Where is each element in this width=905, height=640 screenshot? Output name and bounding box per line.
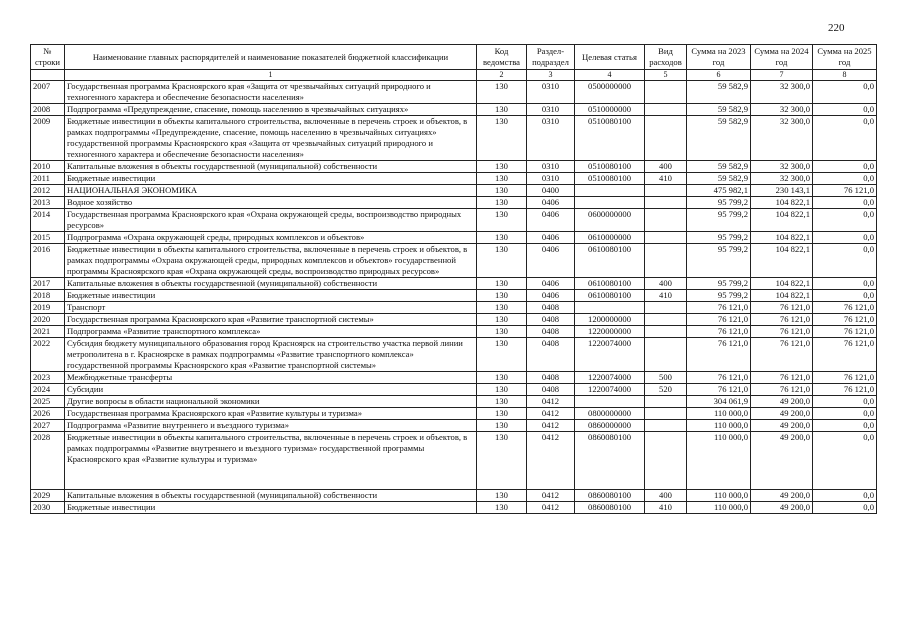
row-target-article: 1220074000 — [575, 384, 645, 396]
row-target-article: 0610000000 — [575, 232, 645, 244]
table-row — [31, 420, 877, 432]
header-expense: Вид расходов — [645, 45, 687, 70]
table-row — [31, 396, 877, 408]
table-row — [31, 161, 877, 173]
table-row — [31, 432, 877, 490]
column-number — [31, 70, 65, 81]
row-sum-2025: 0,0 — [813, 396, 877, 408]
table-row — [31, 290, 877, 302]
row-department-code: 130 — [477, 104, 527, 116]
row-department-code: 130 — [477, 81, 527, 104]
row-sum-2023: 304 061,9 — [687, 396, 751, 408]
row-name: Бюджетные инвестиции — [65, 502, 477, 514]
table-row — [31, 209, 877, 232]
row-target-article: 1220074000 — [575, 338, 645, 372]
column-number: 8 — [813, 70, 877, 81]
row-sum-2025: 0,0 — [813, 116, 877, 161]
row-section: 0408 — [527, 314, 575, 326]
row-expense-type — [645, 244, 687, 278]
row-sum-2023: 110 000,0 — [687, 502, 751, 514]
row-sum-2024: 32 300,0 — [751, 104, 813, 116]
row-sum-2024: 32 300,0 — [751, 81, 813, 104]
row-sum-2025: 0,0 — [813, 420, 877, 432]
row-sum-2024: 49 200,0 — [751, 408, 813, 420]
row-sum-2023: 76 121,0 — [687, 302, 751, 314]
row-number: 2016 — [31, 244, 65, 278]
column-number: 7 — [751, 70, 813, 81]
row-target-article: 0860000000 — [575, 420, 645, 432]
row-department-code: 130 — [477, 244, 527, 278]
header-code: Код ведомства — [477, 45, 527, 70]
row-name: Субсидии — [65, 384, 477, 396]
budget-table — [30, 44, 877, 514]
row-sum-2024: 32 300,0 — [751, 161, 813, 173]
row-department-code: 130 — [477, 278, 527, 290]
row-section: 0412 — [527, 490, 575, 502]
header-sum-2023: Сумма на 2023 год — [687, 45, 751, 70]
row-department-code: 130 — [477, 302, 527, 314]
row-number: 2007 — [31, 81, 65, 104]
row-sum-2024: 49 200,0 — [751, 490, 813, 502]
row-expense-type — [645, 104, 687, 116]
row-name: Бюджетные инвестиции — [65, 290, 477, 302]
row-number: 2011 — [31, 173, 65, 185]
row-sum-2024: 104 822,1 — [751, 290, 813, 302]
row-name: Бюджетные инвестиции — [65, 173, 477, 185]
row-sum-2024: 230 143,1 — [751, 185, 813, 197]
row-sum-2025: 0,0 — [813, 290, 877, 302]
row-name: Бюджетные инвестиции в объекты капитального строительства, включенные в перечень строек и объектов, в рамках подпрограммы «Развитие внутреннего и въездного туризма» государственной программы Красноярского края «Развитие культуры и туризма» — [65, 432, 477, 490]
row-department-code: 130 — [477, 408, 527, 420]
row-sum-2025: 0,0 — [813, 104, 877, 116]
row-number: 2030 — [31, 502, 65, 514]
row-expense-type: 410 — [645, 502, 687, 514]
row-section: 0412 — [527, 502, 575, 514]
row-sum-2024: 32 300,0 — [751, 116, 813, 161]
row-name: Государственная программа Красноярского края «Охрана окружающей среды, воспроизводство природных ресурсов» — [65, 209, 477, 232]
row-section: 0408 — [527, 326, 575, 338]
column-number: 1 — [65, 70, 477, 81]
row-number: 2029 — [31, 490, 65, 502]
row-name: Государственная программа Красноярского края «Защита от чрезвычайных ситуаций природного и техногенного характера и обеспечение безопасности населения» — [65, 81, 477, 104]
row-sum-2023: 59 582,9 — [687, 161, 751, 173]
row-department-code: 130 — [477, 185, 527, 197]
row-department-code: 130 — [477, 490, 527, 502]
row-department-code: 130 — [477, 116, 527, 161]
row-department-code: 130 — [477, 396, 527, 408]
header-section: Раздел-подраздел — [527, 45, 575, 70]
row-target-article: 0510080100 — [575, 173, 645, 185]
row-name: Бюджетные инвестиции в объекты капитального строительства, включенные в перечень строек и объектов, в рамках подпрограммы «Охрана окружающей среды, природных комплексов и объектов» государственной программы Красноярского края «Охрана окружающей среды, воспроизводство природных ресурсов» — [65, 244, 477, 278]
row-sum-2023: 95 799,2 — [687, 278, 751, 290]
table-row — [31, 314, 877, 326]
table-row — [31, 326, 877, 338]
row-sum-2024: 76 121,0 — [751, 314, 813, 326]
row-expense-type: 400 — [645, 161, 687, 173]
row-sum-2025: 0,0 — [813, 81, 877, 104]
row-sum-2023: 59 582,9 — [687, 173, 751, 185]
row-number: 2009 — [31, 116, 65, 161]
row-sum-2024: 76 121,0 — [751, 302, 813, 314]
row-name: Государственная программа Красноярского края «Развитие культуры и туризма» — [65, 408, 477, 420]
row-expense-type — [645, 197, 687, 209]
row-sum-2024: 49 200,0 — [751, 432, 813, 490]
row-expense-type: 520 — [645, 384, 687, 396]
row-expense-type — [645, 232, 687, 244]
row-expense-type — [645, 432, 687, 490]
row-name: Подпрограмма «Охрана окружающей среды, природных комплексов и объектов» — [65, 232, 477, 244]
row-section: 0406 — [527, 209, 575, 232]
row-section: 0408 — [527, 338, 575, 372]
row-number: 2027 — [31, 420, 65, 432]
row-number: 2025 — [31, 396, 65, 408]
row-sum-2024: 104 822,1 — [751, 209, 813, 232]
row-sum-2025: 76 121,0 — [813, 302, 877, 314]
row-sum-2025: 0,0 — [813, 173, 877, 185]
row-target-article — [575, 302, 645, 314]
column-number-row — [31, 70, 877, 81]
row-number: 2022 — [31, 338, 65, 372]
row-expense-type — [645, 326, 687, 338]
row-sum-2025: 0,0 — [813, 490, 877, 502]
row-section: 0310 — [527, 104, 575, 116]
row-sum-2023: 76 121,0 — [687, 338, 751, 372]
row-section: 0408 — [527, 302, 575, 314]
table-row — [31, 384, 877, 396]
row-expense-type: 400 — [645, 490, 687, 502]
row-sum-2024: 76 121,0 — [751, 338, 813, 372]
row-section: 0412 — [527, 420, 575, 432]
row-number: 2017 — [31, 278, 65, 290]
header-sum-2024: Сумма на 2024 год — [751, 45, 813, 70]
row-section: 0310 — [527, 173, 575, 185]
row-name: Транспорт — [65, 302, 477, 314]
row-section: 0406 — [527, 290, 575, 302]
row-department-code: 130 — [477, 432, 527, 490]
row-section: 0406 — [527, 197, 575, 209]
row-number: 2024 — [31, 384, 65, 396]
table-body — [31, 81, 877, 514]
row-sum-2023: 95 799,2 — [687, 244, 751, 278]
row-expense-type: 410 — [645, 173, 687, 185]
row-sum-2024: 49 200,0 — [751, 396, 813, 408]
row-department-code: 130 — [477, 197, 527, 209]
row-number: 2014 — [31, 209, 65, 232]
row-sum-2024: 49 200,0 — [751, 502, 813, 514]
row-expense-type — [645, 209, 687, 232]
row-number: 2010 — [31, 161, 65, 173]
row-section: 0406 — [527, 278, 575, 290]
row-expense-type — [645, 81, 687, 104]
row-sum-2024: 76 121,0 — [751, 384, 813, 396]
row-sum-2023: 110 000,0 — [687, 420, 751, 432]
row-target-article — [575, 185, 645, 197]
row-sum-2025: 0,0 — [813, 232, 877, 244]
row-target-article: 0500000000 — [575, 81, 645, 104]
row-sum-2023: 59 582,9 — [687, 104, 751, 116]
table-row — [31, 185, 877, 197]
row-target-article: 1220074000 — [575, 372, 645, 384]
row-name: Субсидия бюджету муниципального образования город Красноярск на строительство участка первой линии метрополитена в г. Красноярске в рамках подпрограммы «Развитие транспортного комплекса» государственной программы Красноярского края «Развитие транспортной системы» — [65, 338, 477, 372]
row-section: 0310 — [527, 116, 575, 161]
row-expense-type — [645, 420, 687, 432]
row-sum-2024: 32 300,0 — [751, 173, 813, 185]
row-target-article: 0860080100 — [575, 490, 645, 502]
row-number: 2012 — [31, 185, 65, 197]
table-row — [31, 197, 877, 209]
table-row — [31, 104, 877, 116]
table-row — [31, 372, 877, 384]
page-number: 220 — [828, 22, 845, 34]
row-sum-2025: 0,0 — [813, 197, 877, 209]
row-section: 0406 — [527, 244, 575, 278]
row-target-article: 1220000000 — [575, 326, 645, 338]
row-name: Межбюджетные трансферты — [65, 372, 477, 384]
row-expense-type — [645, 338, 687, 372]
row-number: 2008 — [31, 104, 65, 116]
column-number: 4 — [575, 70, 645, 81]
table-row — [31, 490, 877, 502]
row-sum-2025: 76 121,0 — [813, 384, 877, 396]
row-sum-2023: 475 982,1 — [687, 185, 751, 197]
row-sum-2023: 110 000,0 — [687, 490, 751, 502]
row-department-code: 130 — [477, 209, 527, 232]
row-target-article: 0800000000 — [575, 408, 645, 420]
table-row — [31, 116, 877, 161]
row-department-code: 130 — [477, 326, 527, 338]
row-department-code: 130 — [477, 161, 527, 173]
row-sum-2023: 110 000,0 — [687, 432, 751, 490]
row-department-code: 130 — [477, 384, 527, 396]
row-section: 0310 — [527, 161, 575, 173]
table-row — [31, 408, 877, 420]
row-sum-2023: 76 121,0 — [687, 384, 751, 396]
row-expense-type — [645, 116, 687, 161]
row-number: 2021 — [31, 326, 65, 338]
row-number: 2023 — [31, 372, 65, 384]
row-expense-type — [645, 408, 687, 420]
row-sum-2024: 76 121,0 — [751, 372, 813, 384]
header-row — [31, 45, 877, 70]
row-sum-2023: 59 582,9 — [687, 81, 751, 104]
row-expense-type: 410 — [645, 290, 687, 302]
row-section: 0406 — [527, 232, 575, 244]
row-target-article: 0510080100 — [575, 116, 645, 161]
row-name: Другие вопросы в области национальной экономики — [65, 396, 477, 408]
row-expense-type: 400 — [645, 278, 687, 290]
table-row — [31, 338, 877, 372]
row-sum-2025: 0,0 — [813, 408, 877, 420]
row-target-article: 0600000000 — [575, 209, 645, 232]
column-number: 2 — [477, 70, 527, 81]
row-number: 2019 — [31, 302, 65, 314]
row-target-article: 0610080100 — [575, 278, 645, 290]
row-name: Бюджетные инвестиции в объекты капитального строительства, включенные в перечень строек и объектов, в рамках подпрограммы «Предупреждение, спасение, помощь населению в чрезвычайных ситуациях» государственной программы Красноярского края «Защита от чрезвычайных ситуаций природного и техногенного характера и обеспечение безопасности населения» — [65, 116, 477, 161]
row-department-code: 130 — [477, 173, 527, 185]
row-sum-2025: 0,0 — [813, 244, 877, 278]
row-section: 0412 — [527, 408, 575, 420]
table-row — [31, 502, 877, 514]
row-number: 2020 — [31, 314, 65, 326]
row-expense-type — [645, 314, 687, 326]
row-section: 0412 — [527, 432, 575, 490]
row-number: 2013 — [31, 197, 65, 209]
row-sum-2023: 95 799,2 — [687, 232, 751, 244]
row-sum-2024: 104 822,1 — [751, 244, 813, 278]
table-row — [31, 278, 877, 290]
table-row — [31, 244, 877, 278]
row-department-code: 130 — [477, 290, 527, 302]
row-department-code: 130 — [477, 338, 527, 372]
row-department-code: 130 — [477, 420, 527, 432]
row-department-code: 130 — [477, 502, 527, 514]
row-number: 2028 — [31, 432, 65, 490]
row-sum-2025: 0,0 — [813, 432, 877, 490]
row-department-code: 130 — [477, 372, 527, 384]
row-sum-2023: 76 121,0 — [687, 372, 751, 384]
row-number: 2015 — [31, 232, 65, 244]
row-sum-2025: 0,0 — [813, 502, 877, 514]
header-sum-2025: Сумма на 2025 год — [813, 45, 877, 70]
row-target-article — [575, 197, 645, 209]
row-sum-2025: 76 121,0 — [813, 338, 877, 372]
row-name: Подпрограмма «Развитие внутреннего и въездного туризма» — [65, 420, 477, 432]
row-target-article: 0510000000 — [575, 104, 645, 116]
row-target-article: 1200000000 — [575, 314, 645, 326]
row-sum-2023: 76 121,0 — [687, 314, 751, 326]
row-name: Водное хозяйство — [65, 197, 477, 209]
row-name: Подпрограмма «Развитие транспортного комплекса» — [65, 326, 477, 338]
row-number: 2018 — [31, 290, 65, 302]
header-article: Целевая статья — [575, 45, 645, 70]
row-sum-2024: 104 822,1 — [751, 232, 813, 244]
row-sum-2024: 49 200,0 — [751, 420, 813, 432]
row-section: 0412 — [527, 396, 575, 408]
row-sum-2024: 76 121,0 — [751, 326, 813, 338]
row-expense-type — [645, 185, 687, 197]
header-name: Наименование главных распорядителей и наименование показателей бюджетной классификации — [65, 45, 477, 70]
row-target-article: 0510080100 — [575, 161, 645, 173]
row-sum-2023: 76 121,0 — [687, 326, 751, 338]
row-name: Капитальные вложения в объекты государственной (муниципальной) собственности — [65, 490, 477, 502]
row-sum-2024: 104 822,1 — [751, 278, 813, 290]
row-sum-2025: 76 121,0 — [813, 185, 877, 197]
row-sum-2023: 95 799,2 — [687, 197, 751, 209]
row-name: Подпрограмма «Предупреждение, спасение, помощь населению в чрезвычайных ситуациях» — [65, 104, 477, 116]
row-section: 0408 — [527, 384, 575, 396]
row-sum-2024: 104 822,1 — [751, 197, 813, 209]
row-sum-2025: 0,0 — [813, 161, 877, 173]
row-name: Капитальные вложения в объекты государственной (муниципальной) собственности — [65, 161, 477, 173]
row-sum-2023: 95 799,2 — [687, 209, 751, 232]
table-row — [31, 81, 877, 104]
table-row — [31, 232, 877, 244]
row-target-article: 0610080100 — [575, 244, 645, 278]
row-department-code: 130 — [477, 314, 527, 326]
row-section: 0310 — [527, 81, 575, 104]
row-sum-2023: 110 000,0 — [687, 408, 751, 420]
column-number: 5 — [645, 70, 687, 81]
row-sum-2025: 0,0 — [813, 209, 877, 232]
column-number: 3 — [527, 70, 575, 81]
row-sum-2025: 76 121,0 — [813, 326, 877, 338]
row-target-article — [575, 396, 645, 408]
header-row-no: № строки — [31, 45, 65, 70]
row-target-article: 0860080100 — [575, 432, 645, 490]
table-row — [31, 173, 877, 185]
row-department-code: 130 — [477, 232, 527, 244]
row-sum-2023: 59 582,9 — [687, 116, 751, 161]
row-name: Государственная программа Красноярского края «Развитие транспортной системы» — [65, 314, 477, 326]
table-row — [31, 302, 877, 314]
row-expense-type — [645, 396, 687, 408]
row-sum-2025: 76 121,0 — [813, 372, 877, 384]
row-target-article: 0610080100 — [575, 290, 645, 302]
row-section: 0408 — [527, 372, 575, 384]
row-sum-2023: 95 799,2 — [687, 290, 751, 302]
row-name: НАЦИОНАЛЬНАЯ ЭКОНОМИКА — [65, 185, 477, 197]
column-number: 6 — [687, 70, 751, 81]
row-name: Капитальные вложения в объекты государственной (муниципальной) собственности — [65, 278, 477, 290]
row-number: 2026 — [31, 408, 65, 420]
row-section: 0400 — [527, 185, 575, 197]
row-sum-2025: 76 121,0 — [813, 314, 877, 326]
row-target-article: 0860080100 — [575, 502, 645, 514]
row-expense-type: 500 — [645, 372, 687, 384]
row-sum-2025: 0,0 — [813, 278, 877, 290]
row-expense-type — [645, 302, 687, 314]
